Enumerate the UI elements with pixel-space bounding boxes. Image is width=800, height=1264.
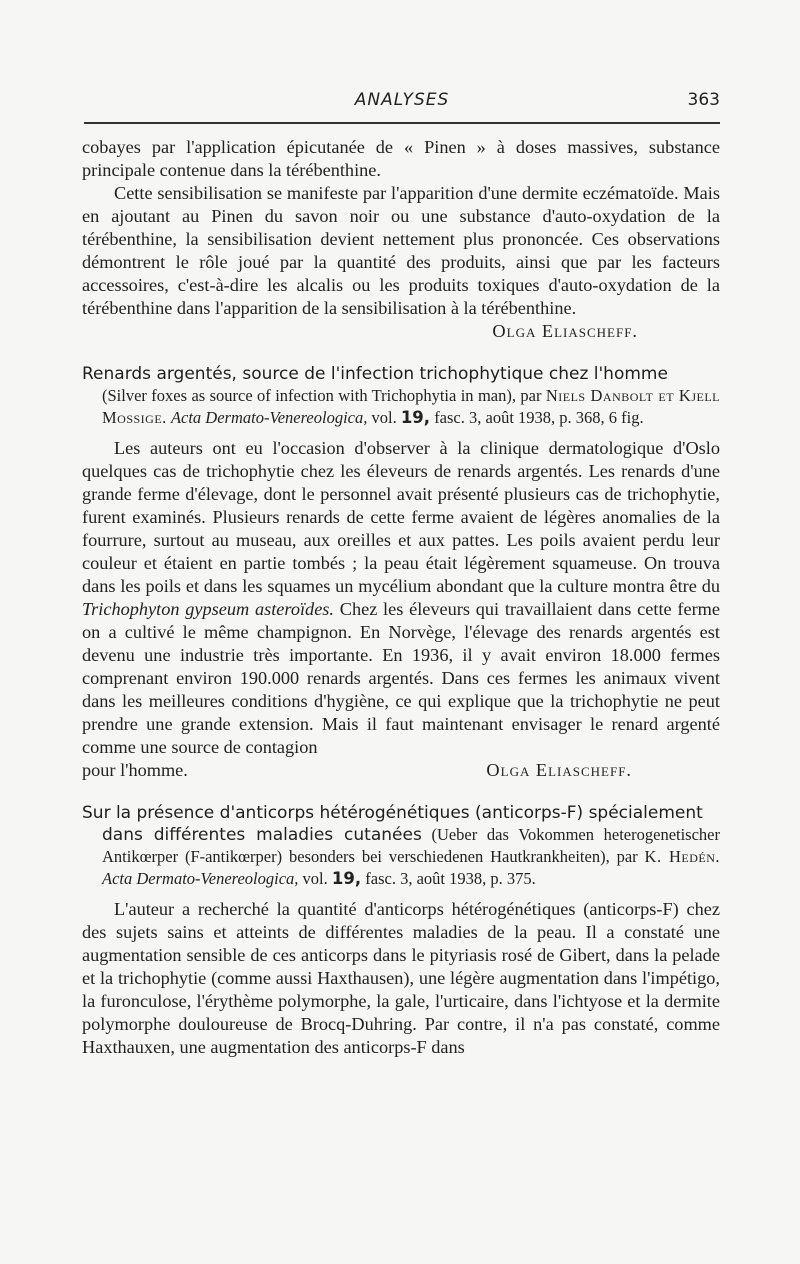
paragraph-text: Les auteurs ont eu l'occasion d'observer à la clinique dermatologique d'Oslo quelques cas de trichophytie chez les éleveurs de renards argentés. Les renards d'une grande ferme d'élevage, dont le personnel avait présenté plusieurs cas de trichophytie, furent examinés. Plusieurs renards de cette ferme avaient de légères anomalies de la fourrure, surtout au museau, aux oreilles et aux pattes. Les poils avaient perdu leur couleur et étaient en partie tombés ; la peau était légèrement squameuse. On trouva dans les poils et dans les squames un mycélium abondant que la culture montra être du — [82, 438, 720, 596]
author-signature: Olga Eliascheff. — [492, 321, 638, 341]
reference-volume-label: vol. — [371, 408, 397, 427]
paragraph-end: pour l'homme. — [82, 760, 188, 780]
reference-translation: (Silver foxes as source of infection with Trichophytia in man), par — [102, 386, 542, 405]
spacer — [82, 890, 720, 898]
reference-journal: Acta Dermato-Venereologica, — [102, 869, 299, 888]
running-title: ANALYSES — [354, 90, 450, 110]
species-name: Trichophyton gypseum asteroïdes. — [82, 599, 334, 619]
article-3 — [82, 802, 720, 1059]
reference-journal: Acta Dermato-Venereologica, — [170, 408, 368, 427]
header-rule — [84, 122, 720, 124]
article-title-line: dans différentes maladies cutanées — [102, 825, 422, 845]
article-1-tail — [82, 136, 720, 343]
page-number: 363 — [687, 90, 720, 110]
article-title-line: Sur la présence d'anticorps hétérogénétiques (anticorps-F) spécialement — [82, 803, 703, 823]
article-title — [82, 802, 720, 824]
author-signature: Olga Eliascheff. — [486, 760, 632, 780]
reference-volume-label: vol. — [302, 869, 328, 888]
page-header — [84, 88, 720, 114]
article-reference — [82, 824, 720, 890]
spacer — [82, 429, 720, 437]
reference-translation: (Ueber das Vokommen heterogenetischer Antikœrper (F-antikœrper) besonders bei verschiedenen Hautkrankheiten), par — [102, 825, 720, 866]
paragraph-text: Chez les éleveurs qui travaillaient dans cette ferme on a cultivé le même champignon. En Norvège, l'élevage des renards argentés est devenu une industrie très importante. En 1936, il y avait environ 18.000 fermes comprenant environ 190.000 renards argentés. Dans ces fermes les animaux vivent dans les meilleures conditions d'hygiène, ce qui explique que la trichophytie ne peut prendre une grande extension. Mais il faut maintenant envisager le renard argenté comme une source de contagion — [82, 599, 721, 757]
paragraph: cobayes par l'application épicutanée de « Pinen » à doses massives, substance principale contenue dans la térébenthine. — [82, 137, 720, 180]
page-content — [82, 136, 720, 1059]
paragraph: L'auteur a recherché la quantité d'anticorps hétérogénétiques (anticorps-F) chez des sujets sains et atteints de différentes maladies de la peau. Il a constaté une augmentation sensible de ces anticorps dans le pityriasis rosé de Gibert, dans la pelade et la trichophytie (comme aussi Haxthausen), une légère augmentation dans l'impétigo, la furonculose, l'érythème polymorphe, la gale, l'urticaire, dans l'ichtyose et la dermite polymorphe douloureuse de Brocq-Duhring. Par contre, il n'a pas constaté, comme Haxthauxen, une augmentation des anticorps-F dans — [82, 899, 720, 1057]
paragraph: Cette sensibilisation se manifeste par l'apparition d'une dermite eczématoïde. Mais en ajoutant au Pinen du savon noir ou une substance d'auto-oxydation de la térébenthine, la sensibilisation devient nettement plus prononcée. Ces observations démontrent le rôle joué par la quantité des produits, ainsi que par les facteurs accessoires, c'est-à-dire les alcalis ou les produits toxiques d'auto-oxydation de la térébenthine dans l'apparition de la sensibilisation à la térébenthine. — [82, 183, 720, 318]
reference-authors: Niels Danbolt et Kjell Mossige. — [102, 386, 720, 427]
reference-details: fasc. 3, août 1938, p. 375. — [365, 869, 536, 888]
article-title — [82, 363, 720, 385]
closing-line — [82, 759, 720, 782]
reference-volume: 19, — [400, 408, 431, 427]
paragraph — [82, 437, 720, 759]
reference-volume: 19, — [331, 869, 362, 888]
article-2 — [82, 363, 720, 782]
article-title-text: Renards argentés, source de l'infection trichophytique chez l'homme — [82, 364, 668, 384]
reference-authors: K. Hedén. — [644, 847, 721, 866]
reference-details: fasc. 3, août 1938, p. 368, 6 fig. — [434, 408, 644, 427]
article-reference — [82, 385, 720, 429]
